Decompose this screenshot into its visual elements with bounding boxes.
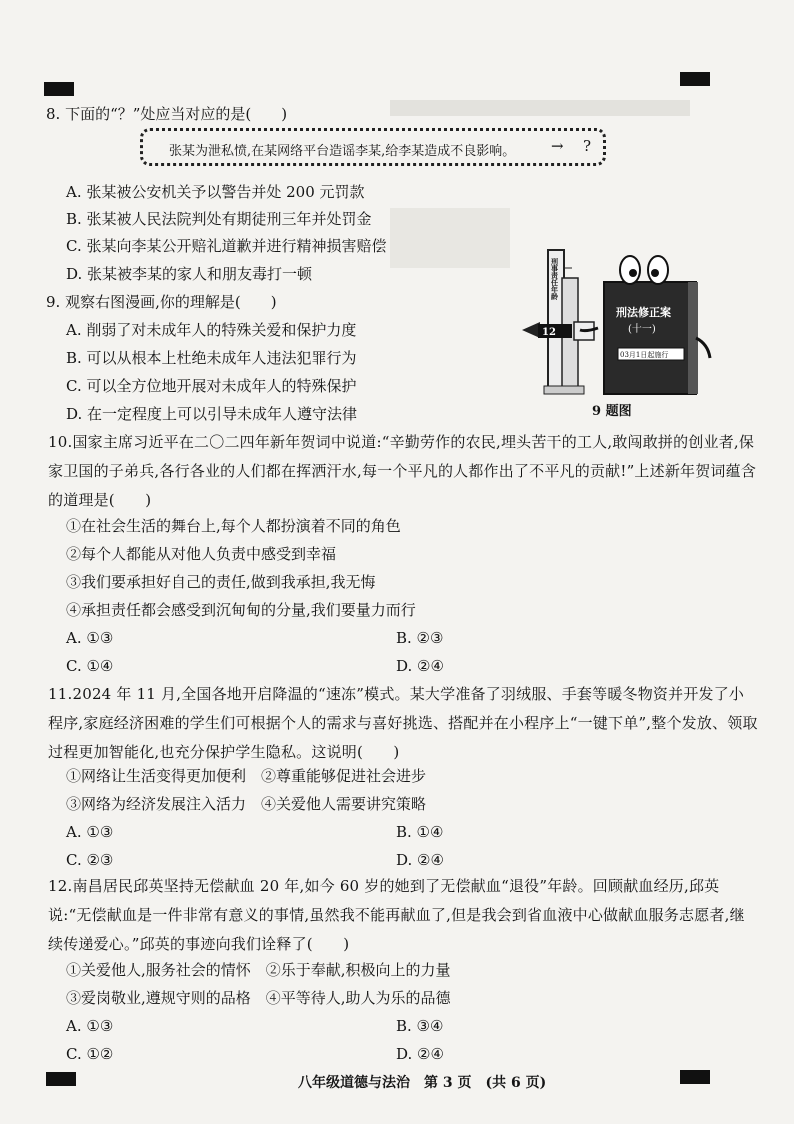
q8-scenario-box [140,128,606,166]
q12-option-b: B. ③④ [396,1017,444,1035]
corner-mark-bottom-left [46,1072,76,1086]
q12-statements-row-2: ③爱岗敬业,遵规守则的品格 ④平等待人,助人为乐的品德 [66,989,451,1007]
q10-option-d: D. ②④ [396,657,444,675]
q9-figure-caption: 9 题图 [592,404,632,419]
q9-option-c: C. 可以全方位地开展对未成年人的特殊保护 [66,377,357,395]
q9-stem: 9. 观察右图漫画,你的理解是( ) [46,293,277,311]
show-through-shadow [390,208,510,268]
q11-option-d: D. ②④ [396,851,444,869]
q11-option-b: B. ①④ [396,823,444,841]
q9-option-d: D. 在一定程度上可以引导未成年人遵守法律 [66,405,358,423]
arrow-right-icon: → [551,137,564,155]
page-footer: 八年级道德与法治 第 3 页 (共 6 页) [298,1075,547,1091]
book-title: 刑法修正案 [616,306,671,319]
q9-option-b: B. 可以从根本上杜绝未成年人违法犯罪行为 [66,349,357,367]
q10-statement-4: ④承担责任都会感受到沉甸甸的分量,我们要量力而行 [66,601,416,619]
q12-stem: 12.南昌居民邱英坚持无偿献血 20 年,如今 60 岁的她到了无偿献血“退役”年龄。回顾献血经历,邱英说:“无偿献血是一件非常有意义的事情,虽然我不能再献血了,但是我会到省血液中心做献血服务志愿者,继续传递爱心。”邱英的事迹向我们诠释了( ) [48,877,745,953]
corner-mark-top-right [680,72,710,86]
q8-option-d: D. 张某被李某的家人和朋友毒打一顿 [66,265,313,283]
q10-statement-2: ②每个人都能从对他人负责中感受到幸福 [66,545,337,563]
q9-cartoon [518,248,718,400]
q11-stem: 11.2024 年 11 月,全国各地开启降温的“速冻”模式。某大学准备了羽绒服、手套等暖冬物资并开发了小程序,家庭经济困难的学生们可根据个人的需求与喜好挑选、搭配并在小程序上“一键下单”,整个发放、领取过程更加智能化,也充分保护学生隐私。这说明( ) [48,685,758,761]
q11-statements-row-1: ①网络让生活变得更加便利 ②尊重能够促进社会进步 [66,767,427,785]
q10-option-c: C. ①④ [66,657,114,675]
ruler-number: 12 [542,327,556,338]
q11-option-a: A. ①③ [66,823,114,841]
q8-scenario-text: 张某为泄私愤,在某网络平台造谣李某,给李某造成不良影响。 [169,144,516,159]
q10-option-b: B. ②③ [396,629,444,647]
ruler-label: 刑事责任年龄 [550,258,560,300]
q11-option-c: C. ②③ [66,851,114,869]
corner-mark-top-left [44,82,74,96]
q12-statements-row-1: ①关爱他人,服务社会的情怀 ②乐于奉献,积极向上的力量 [66,961,451,979]
q12-option-d: D. ②④ [396,1045,444,1063]
q12-option-c: C. ①② [66,1045,114,1063]
q8-option-a: A. 张某被公安机关予以警告并处 200 元罚款 [66,183,365,201]
book-subtitle: (十一) [628,324,656,335]
q10-option-a: A. ①③ [66,629,114,647]
q8-option-b: B. 张某被人民法院判处有期徒刑三年并处罚金 [66,210,372,228]
q8-stem: 8. 下面的“？”处应当对应的是( ) [46,105,288,123]
q12-option-a: A. ①③ [66,1017,114,1035]
corner-mark-bottom-right [680,1070,710,1084]
q11-statements-row-2: ③网络为经济发展注入活力 ④关爱他人需要讲究策略 [66,795,427,813]
q10-statement-1: ①在社会生活的舞台上,每个人都扮演着不同的角色 [66,517,401,535]
book-date: 03月1日起施行 [620,351,669,359]
show-through-shadow [390,100,690,116]
q9-option-a: A. 削弱了对未成年人的特殊关爱和保护力度 [66,321,357,339]
q8-option-c: C. 张某向李某公开赔礼道歉并进行精神损害赔偿 [66,237,387,255]
q10-statement-3: ③我们要承担好自己的责任,做到我承担,我无悔 [66,573,376,591]
q8-question-mark: ? [583,137,592,155]
q10-stem: 10.国家主席习近平在二〇二四年新年贺词中说道:“辛勤劳作的农民,埋头苦干的工人,敢闯敢拼的创业者,保家卫国的子弟兵,各行各业的人们都在挥洒汗水,每一个平凡的人都作出了不平凡的贡献!”上述新年贺词蕴含的道理是( ) [48,433,757,509]
